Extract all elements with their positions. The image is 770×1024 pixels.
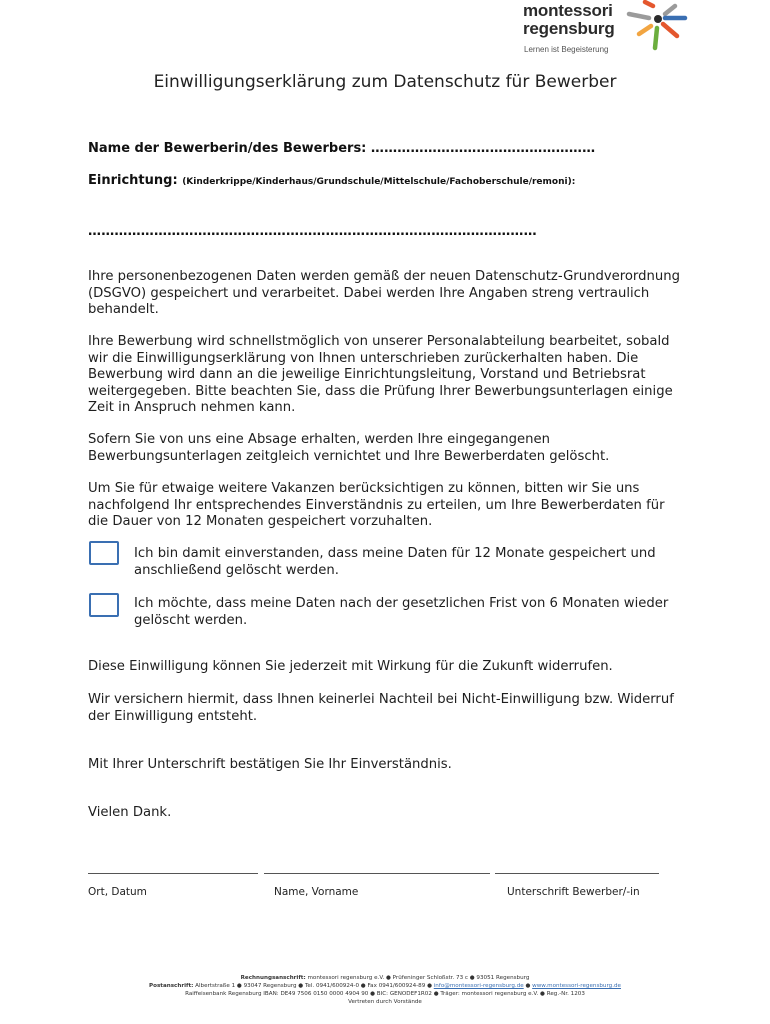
footer-postal-label: Postanschrift: [149, 983, 194, 989]
applicant-name-label: Name der Bewerberin/des Bewerbers: [88, 141, 371, 156]
footer-billing-label: Rechnungsanschrift: [240, 975, 306, 981]
footer-postal-text: Albertstraße 1 ● 93047 Regensburg ● Tel. 0941/600924-0 ● Fax 0941/600924-89 ● [193, 983, 434, 989]
applicant-name-field[interactable] [88, 141, 595, 156]
paragraph-rejection [88, 432, 688, 465]
paragraph-vacancies [88, 481, 688, 531]
facility-options: (Kinderkrippe/Kinderhaus/Grundschule/Mittelschule/Fachoberschule/remoni): [182, 177, 576, 187]
logo-line-2: regensburg [523, 19, 615, 38]
facility-label: Einrichtung: [88, 173, 183, 188]
consent-12-months-checkbox[interactable] [89, 541, 119, 565]
paragraph-text: Ihre personenbezogenen Daten werden gemäß der neuen Datenschutz-Grundverordnung (DSGVO) gespeichert und verarbeitet. Dabei werden Ihre Angaben streng vertraulich behandelt. [88, 269, 680, 318]
facility-field [88, 173, 575, 188]
applicant-name-dots: …………………………………………… [370, 141, 596, 156]
facility-dots: ………………………………………………………………………………………… [88, 224, 537, 239]
footer-postal [0, 982, 770, 990]
name-line[interactable] [264, 873, 490, 874]
signature-line[interactable] [495, 873, 659, 874]
logo-wordmark [523, 2, 615, 38]
page-title: Einwilligungserklärung zum Datenschutz für Bewerber [153, 72, 617, 92]
footer-separator: ● [523, 983, 533, 989]
paragraph-text: Um Sie für etwaige weitere Vakanzen berücksichtigen zu können, bitten wir Sie uns nachfolgend Ihr entsprechendes Einverständnis zu erteilen, um Ihre Bewerberdaten für die Dauer von 12 Monaten gespeichert vorzuhalten. [88, 481, 665, 530]
no-disadvantage-notice: Wir versichern hiermit, dass Ihnen keinerlei Nachteil bei Nicht-Einwilligung bzw. Widerruf der Einwilligung entsteht. [88, 692, 674, 724]
thanks-text: Vielen Dank. [88, 805, 172, 820]
place-date-label: Ort, Datum [88, 886, 147, 898]
logo-tagline: Lernen ist Begeisterung [524, 45, 609, 54]
footer-billing-text: montessori regensburg e.V. ● Prüfeninger Schloßstr. 73 c ● 93051 Regensburg [305, 975, 530, 981]
footer [0, 974, 770, 1006]
paragraph-text: Sofern Sie von uns eine Absage erhalten, werden Ihre eingegangenen Bewerbungsunterlagen zeitgleich vernichtet und Ihre Bewerberdaten gelöscht. [88, 432, 610, 464]
consent-6-months-label: Ich möchte, dass meine Daten nach der gesetzlichen Frist von 6 Monaten wieder gelöscht werden. [134, 596, 669, 628]
paragraph-processing [88, 334, 688, 417]
signature-label: Unterschrift Bewerber/-in [507, 886, 640, 898]
footer-email-link[interactable]: info@montessori-regensburg.de [433, 983, 524, 989]
consent-6-months-checkbox[interactable] [89, 593, 119, 617]
paragraph-dsgvo [88, 269, 688, 319]
logo-line-1: montessori [523, 1, 613, 20]
facility-input-line[interactable] [88, 224, 537, 239]
footer-billing [0, 974, 770, 982]
revoke-notice: Diese Einwilligung können Sie jederzeit mit Wirkung für die Zukunft widerrufen. [88, 659, 613, 674]
paragraph-text: Ihre Bewerbung wird schnellstmöglich von unserer Personalabteilung bearbeitet, sobald wir die Einwilligungserklärung von Ihnen unterschrieben zurückerhalten haben. Die Bewerbung wird dann an die jeweilige Einrichtungsleitung, Vorstand und Betriebsrat weitergegeben. Bitte beachten Sie, dass die Prüfung Ihrer Bewerbungsunterlagen einige Zeit in Anspruch nehmen kann. [88, 334, 673, 416]
confirm-notice: Mit Ihrer Unterschrift bestätigen Sie Ihr Einverständnis. [88, 757, 452, 772]
footer-board: Vertreten durch Vorstände [348, 999, 422, 1005]
consent-12-months-label: Ich bin damit einverstanden, dass meine Daten für 12 Monate gespeichert und anschließend gelöscht werden. [134, 546, 656, 578]
footer-web-link[interactable]: www.montessori-regensburg.de [532, 983, 621, 989]
footer-bank: Raiffeisenbank Regensburg IBAN: DE49 7506 0150 0000 4904 90 ● BIC: GENODEF1R02 ● Träger: montessori regensburg e.V. ● Reg.-Nr. 1203 [185, 991, 585, 997]
place-date-line[interactable] [88, 873, 258, 874]
name-label: Name, Vorname [274, 886, 359, 898]
logo-star-icon [625, 0, 689, 54]
